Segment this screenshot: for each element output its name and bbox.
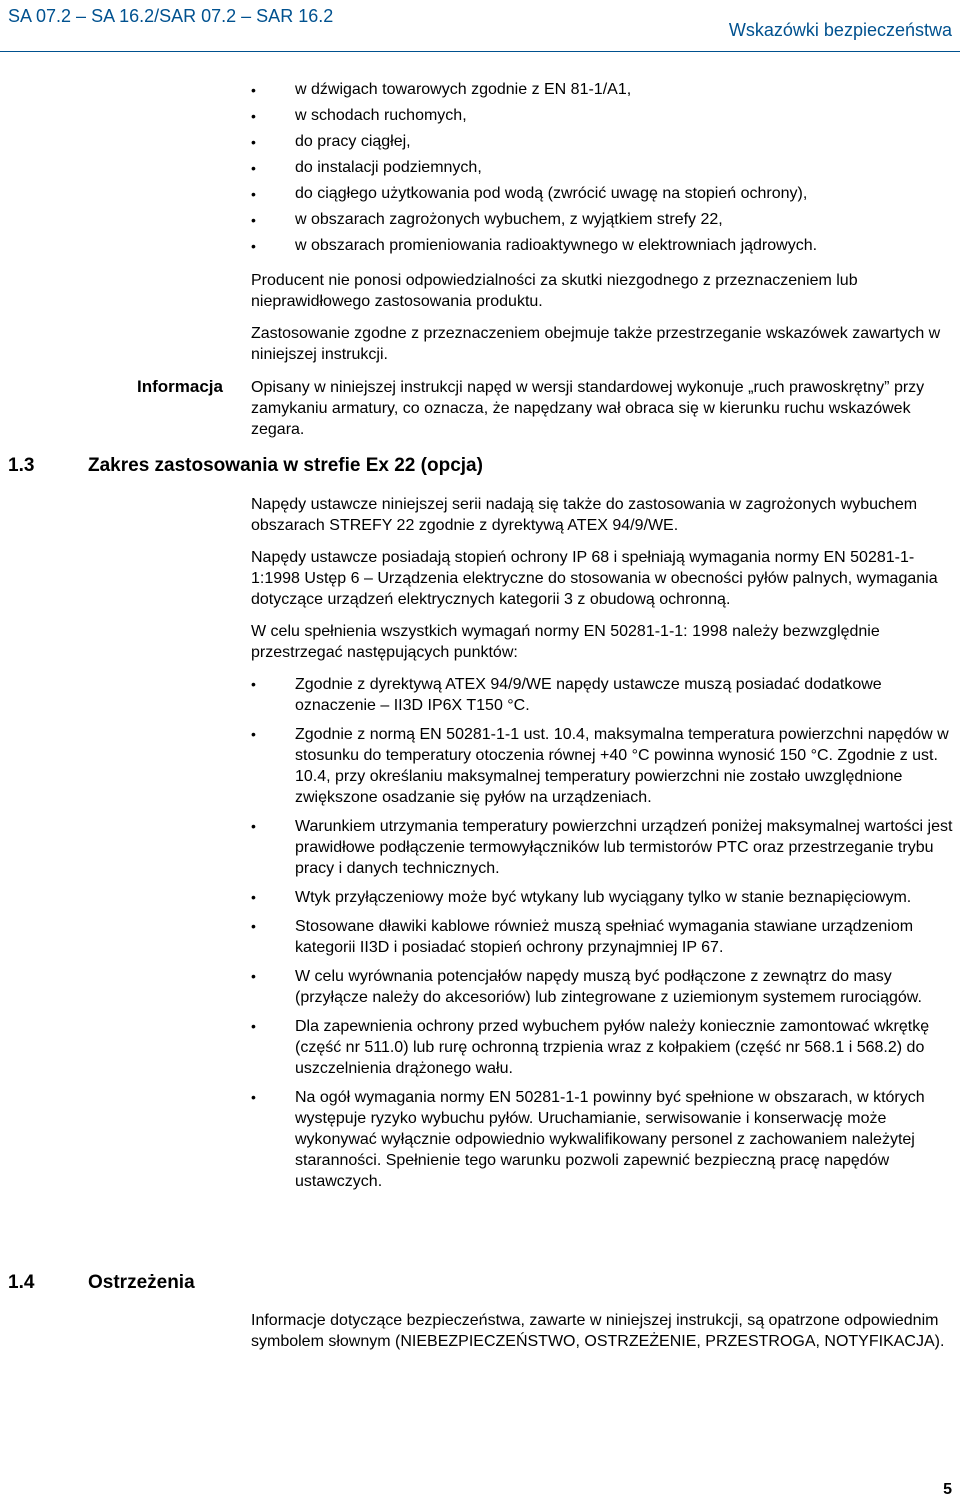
excluded-uses-block xyxy=(251,77,957,259)
section-title: Ostrzeżenia xyxy=(88,1272,195,1293)
paragraph: Napędy ustawcze niniejszej serii nadają się także do zastosowania w zagrożonych wybuchem obszarach STREFY 22 zgodnie z dyrektywą ATEX 94/9/WE. xyxy=(251,496,918,534)
paragraph: W celu spełnienia wszystkich wymagań normy EN 50281-1-1: 1998 należy bezwzględnie przestrzegać następujących punktów: xyxy=(251,623,880,661)
header-product-range: SA 07.2 – SA 16.2/SAR 07.2 – SAR 16.2 xyxy=(8,6,334,26)
list-item: • Stosowane dławiki kablowe również muszą spełniać wymagania stawiane urządzeniom kategorii II3D i posiadać stopień ochrony przynajmniej IP 67. xyxy=(251,916,957,958)
list-item: • do pracy ciągłej, xyxy=(251,129,957,155)
list-item: • W celu wyrównania potencjałów napędy muszą być podłączone z zewnątrz do masy (przyłącze należy do akcesoriów) lub zintegrowane z uziemionym systemem rurociągów. xyxy=(251,966,957,1008)
producer-liability-paragraph: Producent nie ponosi odpowiedzialności za skutki niezgodnego z przeznaczeniem lub nieprawidłowego zastosowania produktu. xyxy=(251,272,858,310)
section-1-3-body xyxy=(251,494,957,1200)
list-item: • Dla zapewnienia ochrony przed wybuchem pyłów należy koniecznie zamontować wkrętkę (część nr 511.0) lub rurę ochronną trzpienia wraz z kołpakiem (część nr 568.1 i 568.2) do uszczelnienia drążonego wału. xyxy=(251,1016,957,1079)
section-heading-1-3 xyxy=(8,455,483,477)
excluded-uses-list xyxy=(251,77,957,259)
list-item: • w schodach ruchomych, xyxy=(251,103,957,129)
info-label: Informacja xyxy=(137,377,223,396)
paragraph: Napędy ustawcze posiadają stopień ochrony IP 68 i spełniają wymagania normy EN 50281-1-1:1998 Ustęp 6 – Urządzenia elektryczne do stosowania w obecności pyłów palnych, wymagania dotyczące urządzeń elektrycznych kategorii 3 z obudową ochronną. xyxy=(251,549,938,608)
list-item: • do ciągłego użytkowania pod wodą (zwrócić uwagę na stopień ochrony), xyxy=(251,181,957,207)
paragraph: Informacje dotyczące bezpieczeństwa, zawarte w niniejszej instrukcji, są opatrzone odpowiednim symbolem słownym (NIEBEZPIECZEŃSTWO, OSTRZEŻENIE, PRZESTROGA, NOTYFIKACJA). xyxy=(251,1312,945,1350)
requirements-list xyxy=(251,674,957,1192)
list-item: • Warunkiem utrzymania temperatury powierzchni urządzeń poniżej maksymalnej wartości jest prawidłowe podłączenie termowyłączników lub termistorów PTC oraz przestrzeganie trybu pracy i danych technicznych. xyxy=(251,816,957,879)
list-item: • w obszarach promieniowania radioaktywnego w elektrowniach jądrowych. xyxy=(251,233,957,259)
page-header xyxy=(0,0,960,52)
list-item: • Zgodnie z dyrektywą ATEX 94/9/WE napędy ustawcze muszą posiadać dodatkowe oznaczenie – II3D IP6X T150 °C. xyxy=(251,674,957,716)
header-rule xyxy=(0,51,960,52)
section-1-4-body xyxy=(251,1310,957,1352)
section-number: 1.3 xyxy=(8,455,35,476)
intended-use-paragraph: Zastosowanie zgodne z przeznaczeniem obejmuje także przestrzeganie wskazówek zawartych w niniejszej instrukcji. xyxy=(251,325,941,363)
section-title: Zakres zastosowania w strefie Ex 22 (opcja) xyxy=(88,455,483,476)
info-paragraph: Opisany w niniejszej instrukcji napęd w wersji standardowej wykonuje „ruch prawoskrętny” przy zamykaniu armatury, co oznacza, że napędzany wał obraca się w kierunku ruchu wskazówek zegara. xyxy=(251,379,925,438)
list-item: • Wtyk przyłączeniowy może być wtykany lub wyciągany tylko w stanie beznapięciowym. xyxy=(251,887,957,908)
list-item: • Na ogół wymagania normy EN 50281-1-1 powinny być spełnione w obszarach, w których występuje ryzyko wybuchu pyłów. Uruchamianie, serwisowanie i konserwację może wykonywać wyłącznie odpowiednio wykwalifikowany personel z zachowaniem należytej staranności. Spełnienie tego warunku pozwoli zapewnić bezpieczną pracę napędów ustawczych. xyxy=(251,1087,957,1192)
section-heading-1-4 xyxy=(8,1272,195,1294)
list-item: • Zgodnie z normą EN 50281-1-1 ust. 10.4, maksymalna temperatura powierzchni napędów w stosunku do temperatury otoczenia równej +40 °C powinna wynosić 150 °C. Zgodnie z ust. 10.4, przy określaniu maksymalnej temperatury powierzchni nie zostało uwzględnione zwiększone osadzanie się pyłów na urządzeniach. xyxy=(251,724,957,808)
list-item: • w dźwigach towarowych zgodnie z EN 81-1/A1, xyxy=(251,77,957,103)
list-item: • do instalacji podziemnych, xyxy=(251,155,957,181)
page-number: 5 xyxy=(943,1481,952,1498)
header-chapter-title: Wskazówki bezpieczeństwa xyxy=(728,20,952,40)
section-number: 1.4 xyxy=(8,1272,35,1293)
list-item: • w obszarach zagrożonych wybuchem, z wyjątkiem strefy 22, xyxy=(251,207,957,233)
